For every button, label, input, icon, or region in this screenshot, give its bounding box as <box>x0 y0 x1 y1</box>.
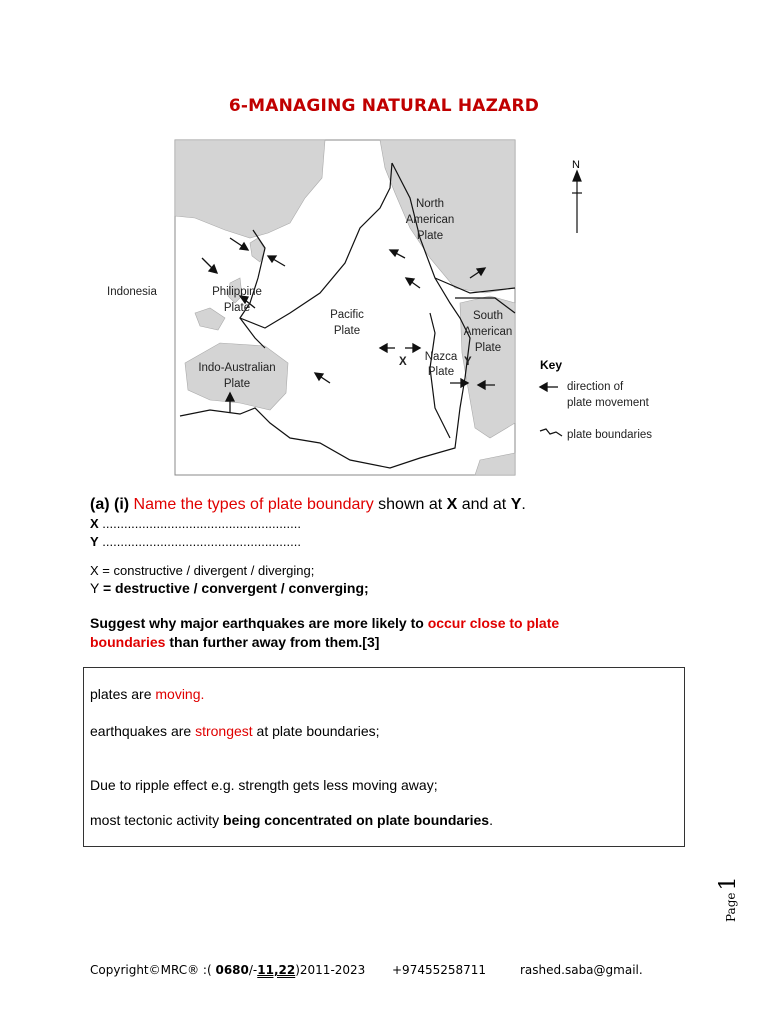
page-number <box>710 876 750 930</box>
label-north-america: North American Plate <box>405 198 455 242</box>
page-num: 1 <box>716 876 741 891</box>
label-indo-australian: Indo-Australian Plate <box>198 362 276 390</box>
north-arrow <box>572 171 582 233</box>
key-arrow-icon <box>540 383 558 391</box>
answer-line-x: X ....................................................... <box>90 516 301 531</box>
key-boundary-icon <box>540 429 562 436</box>
label-indonesia: Indonesia <box>107 286 157 298</box>
box-line-1: plates are moving. <box>90 686 205 702</box>
key-title: Key <box>540 358 563 372</box>
north-label: N <box>572 159 580 171</box>
label-y: Y <box>464 356 472 368</box>
label-nazca: Nazca Plate <box>424 351 458 378</box>
answer-line-y: Y ....................................................... <box>90 534 301 549</box>
page-title: 6-MANAGING NATURAL HAZARD <box>228 96 540 116</box>
box-line-2: earthquakes are strongest at plate boundaries; <box>90 723 380 739</box>
label-x: X <box>399 356 407 368</box>
box-line-3: Due to ripple effect e.g. strength gets less moving away; <box>90 777 438 793</box>
page-label: Page <box>724 892 738 922</box>
footer-phone: +97455258711 <box>392 963 487 977</box>
plate-map <box>90 138 680 480</box>
box-line-4: most tectonic activity being concentrated on plate boundaries. <box>90 812 493 828</box>
answer-y: Y = destructive / convergent / converging; <box>90 580 369 596</box>
question-suggest: Suggest why major earthquakes are more likely to occur close to plate boundaries than further away from them.[3] <box>90 615 560 650</box>
key-movement: direction of plate movement <box>567 381 649 409</box>
footer-email[interactable]: rashed.saba@gmail. <box>520 963 643 977</box>
key-boundaries: plate boundaries <box>567 429 653 441</box>
label-south-america: South American Plate <box>463 310 513 354</box>
answer-x: X = constructive / divergent / diverging; <box>90 563 315 578</box>
footer-copyright: Copyright©MRC® :( 0680/-11,22)2011-2023 <box>90 963 366 977</box>
label-pacific: Pacific Plate <box>330 309 364 337</box>
question-a-i: (a) (i) Name the types of plate boundary shown at X and at Y. <box>90 496 526 513</box>
label-philippine: Philippine Plate <box>212 286 262 314</box>
